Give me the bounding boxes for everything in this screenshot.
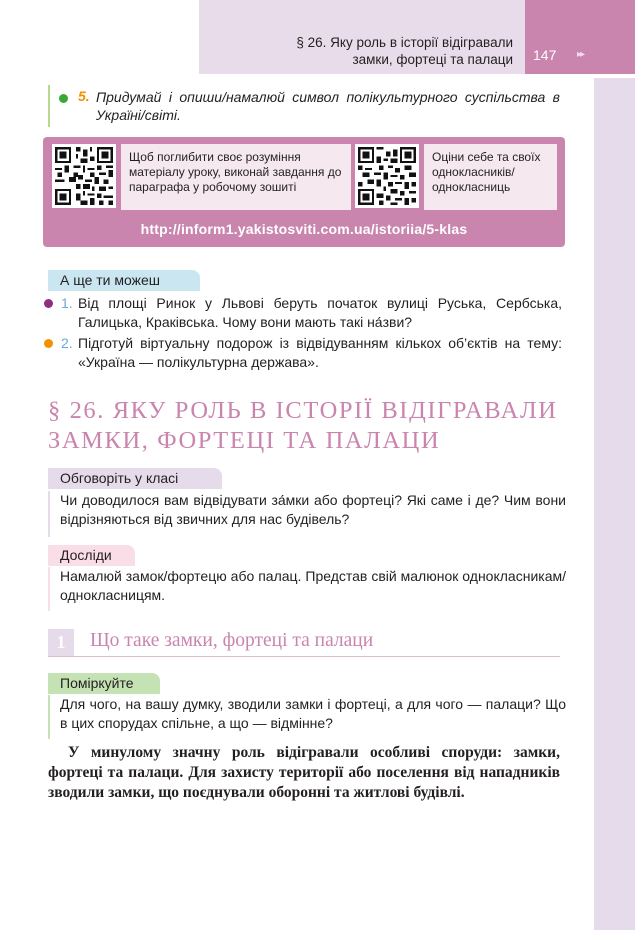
qr-block (43, 137, 565, 247)
bullet-icon (44, 299, 53, 308)
qr-code-icon[interactable] (52, 144, 116, 208)
self-assessment-text: Оціни себе та своїх однокласників/однокласниць (424, 144, 557, 210)
item-text: Підготуй віртуальну подорож із відвідуванням кількох об’єктів на тему: «Україна — полікультурна держава». (78, 335, 562, 370)
subsection-number (48, 629, 74, 656)
section-heading (48, 396, 568, 456)
resource-url-link[interactable]: http://inform1.yakistosviti.com.ua/istoriia/5-klas (140, 221, 468, 237)
page-number: 147 (533, 47, 557, 63)
discuss-label: Обговоріть у класі (48, 468, 222, 489)
running-header-line1: § 26. Яку роль в історії відігравали (296, 35, 513, 50)
research-text: Намалюй замок/фортецю або палац. Представ свій малюнок однокласникам/однокласницям. (60, 568, 566, 603)
discuss-box (48, 491, 566, 537)
running-header-line2: замки, фортеці та палаци (352, 52, 513, 67)
bullet-icon (59, 94, 68, 103)
subsection-title: Що таке замки, фортеці та палаци (90, 630, 374, 651)
header-left-blank (0, 0, 198, 80)
body-paragraph: У минулому значну роль відігравали особливі споруди: замки, фортеці та палаци. Для захисту території або поселення від нападників зводили замки, що поєднували оборонні та житлові будівлі. (48, 744, 560, 801)
task-bar (48, 85, 50, 127)
page-number-box (525, 0, 635, 74)
discuss-text: Чи доводилося вам відвідувати за́мки або фортеці? Які саме і де? Чим вони відрізняються від звичних для нас будівель? (60, 492, 566, 527)
right-margin-strip (594, 78, 635, 930)
subsection-number-text: 1 (56, 632, 66, 652)
item-text: Від площі Ринок у Львові беруть початок вулиці Руська, Сербська, Галицька, Краківська. Чому вони мають такі на́зви? (78, 295, 562, 330)
running-header (199, 0, 525, 74)
arrows-icon: ▸▸ (577, 49, 584, 60)
task-text: Придумай і опиши/намалюй символ полікультурного суспільства в Україні/світі. (96, 89, 560, 123)
item-number: 2. (61, 335, 73, 351)
think-label: Поміркуйте (48, 673, 160, 694)
think-text: Для чого, на вашу думку, зводили замки і фортеці, а для чого — палаци? Що в цих спорудах спільне, а що — відмінне? (60, 696, 566, 731)
qr-code-icon[interactable] (355, 144, 419, 208)
research-label: Досліди (48, 545, 135, 566)
think-box (48, 695, 566, 739)
item-number: 1. (61, 295, 73, 311)
more-label: А ще ти можеш (48, 270, 200, 291)
subsection-divider (48, 656, 560, 657)
task-number: 5. (78, 88, 90, 104)
research-box (48, 567, 566, 611)
bullet-icon (44, 339, 53, 348)
workbook-text: Щоб поглибити своє розуміння матеріалу уроку, виконай завдання до параграфа у робочому зошиті (121, 144, 351, 210)
running-header-title (213, 34, 513, 68)
section-heading-line1: § 26. ЯКУ РОЛЬ В ІСТОРІЇ ВІДІГРАВАЛИ (48, 397, 558, 424)
section-heading-line2: ЗАМКИ, ФОРТЕЦІ ТА ПАЛАЦИ (48, 427, 441, 454)
